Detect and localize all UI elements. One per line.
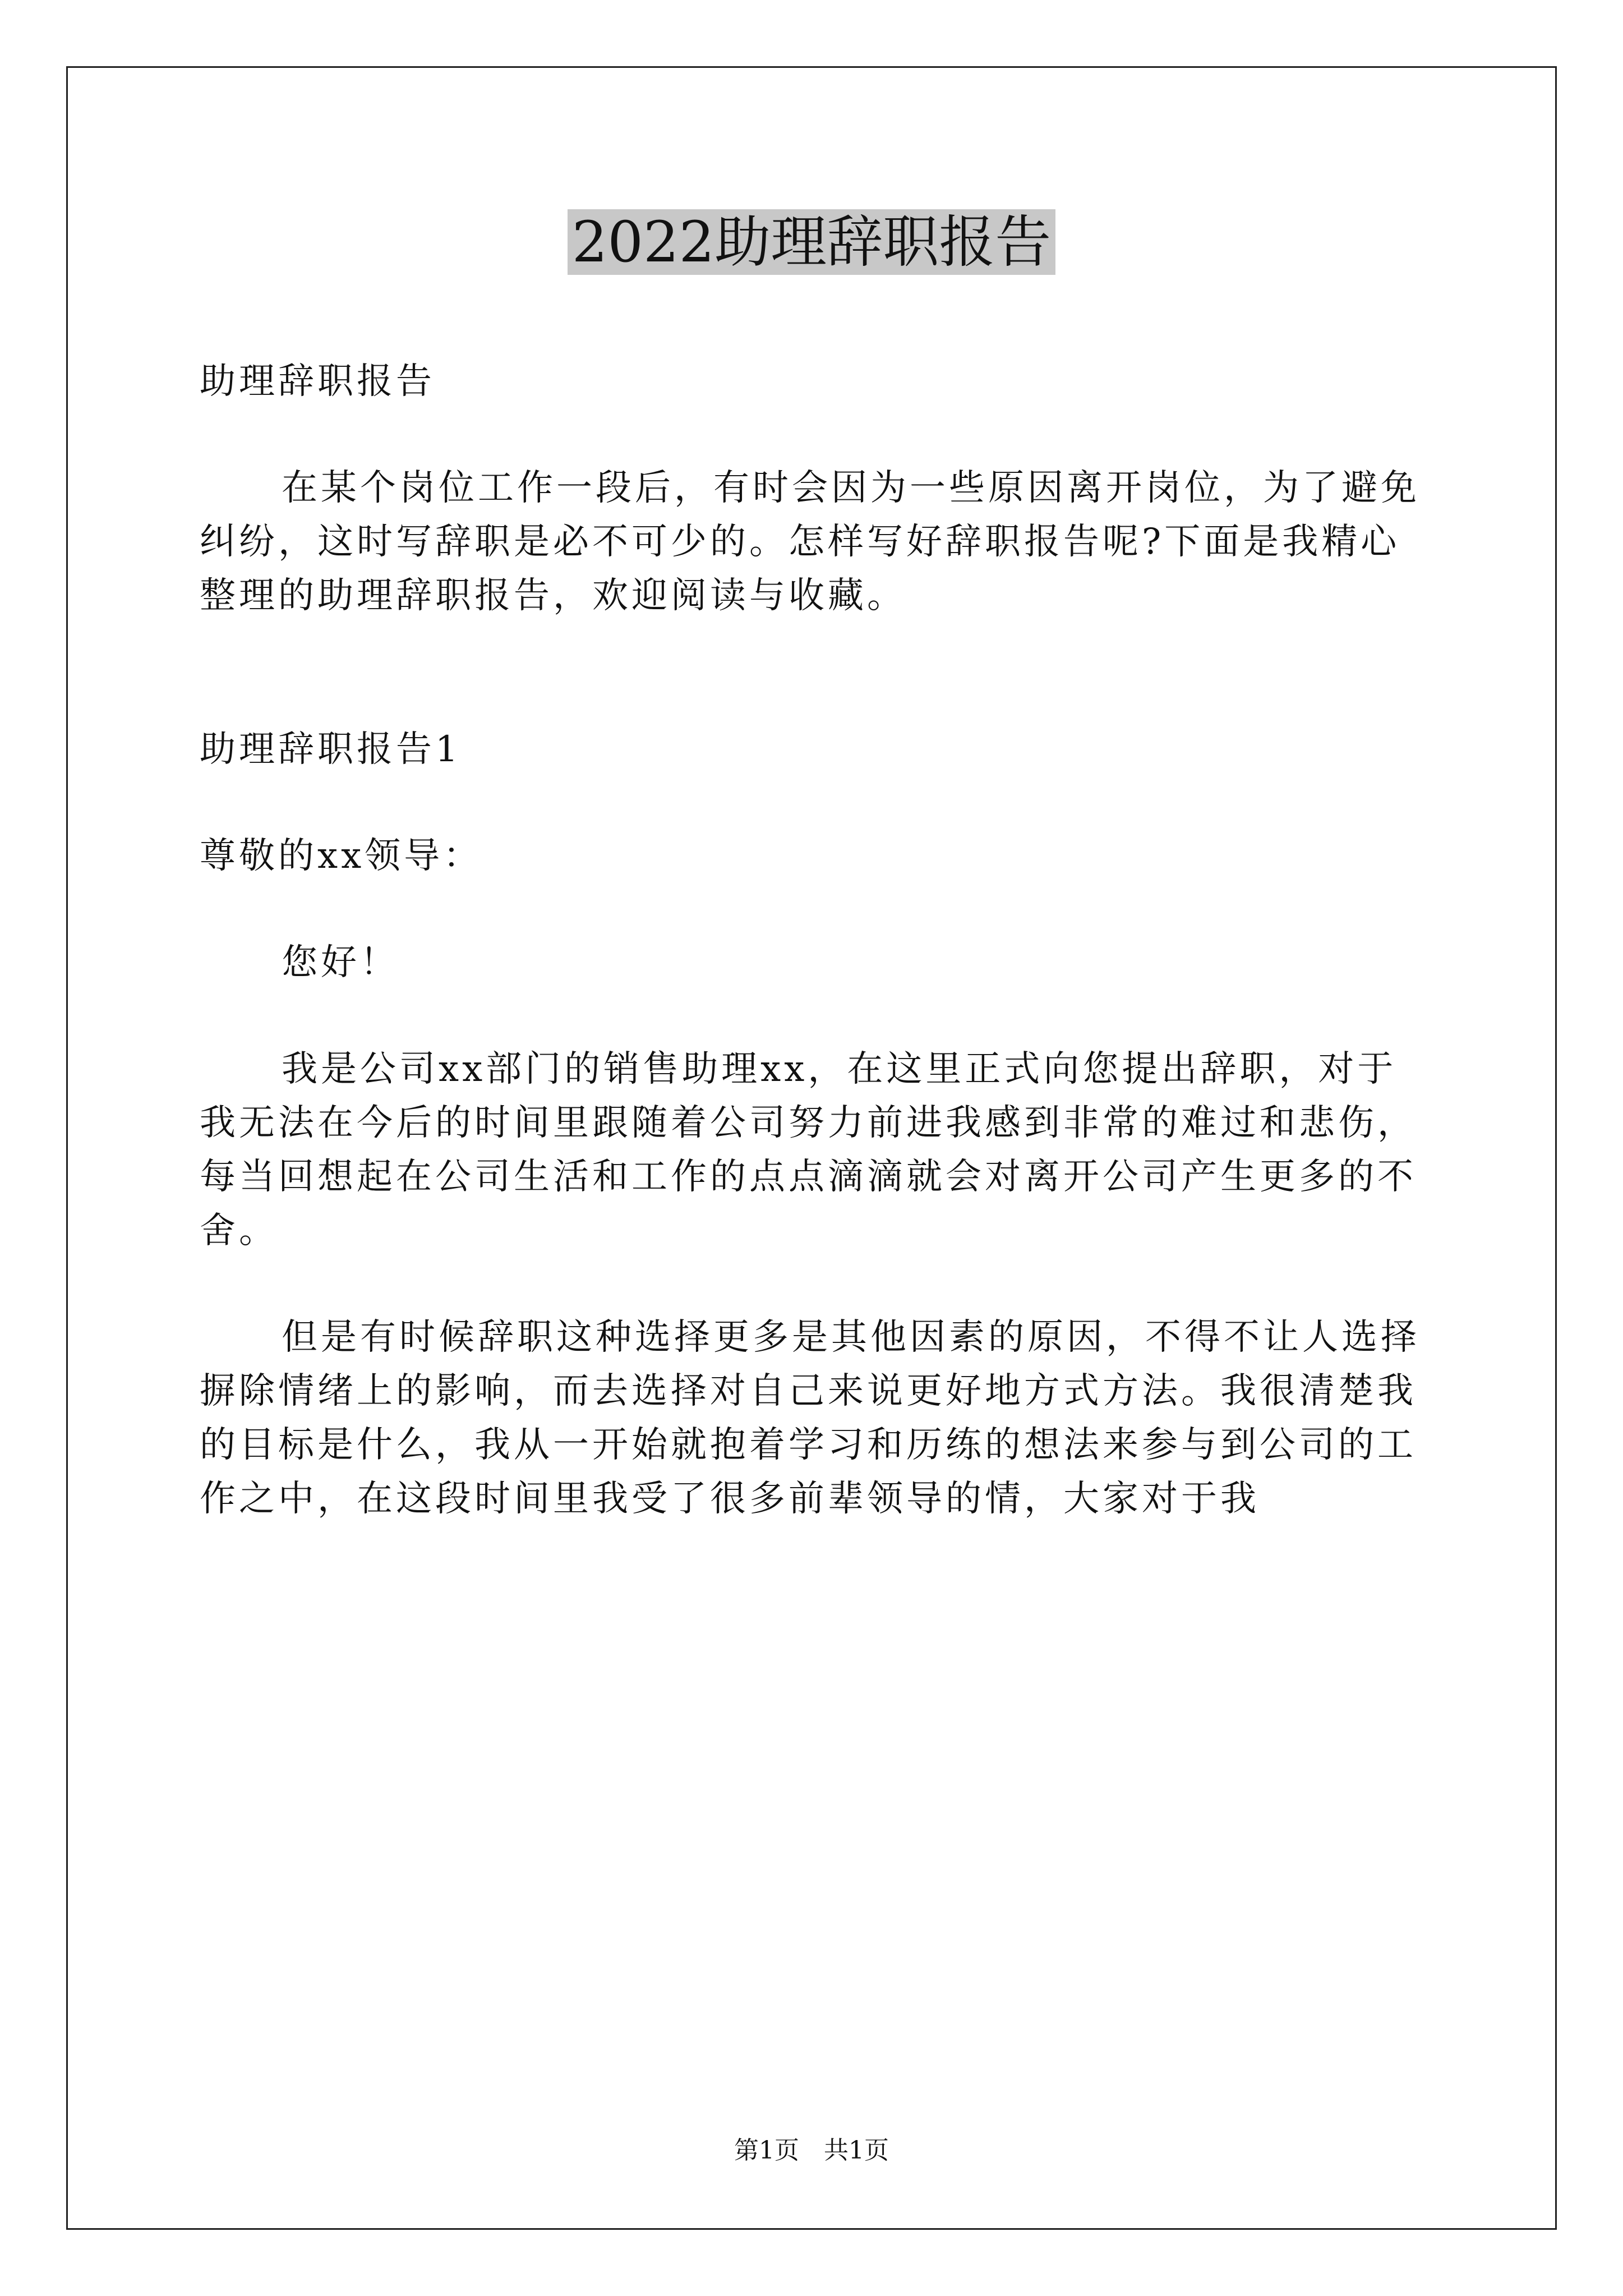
page-number-current: 第1页 — [734, 2136, 799, 2165]
document-title — [0, 203, 1623, 282]
section-heading: 助理辞职报告 — [200, 361, 435, 402]
letter-paragraph: 我是公司xx部门的销售助理xx，在这里正式向您提出辞职，对于我无法在今后的时间里跟随着公司努力前进我感到非常的难过和悲伤，每当回想起在公司生活和工作的点点滴滴就会对离开公司产生更多的不舍。 — [200, 1048, 1417, 1251]
page-number-total: 共1页 — [824, 2136, 889, 2165]
document-title-text: 2022助理辞职报告 — [568, 209, 1056, 275]
letter-heading: 助理辞职报告1 — [200, 729, 462, 770]
intro-paragraph: 在某个岗位工作一段后，有时会因为一些原因离开岗位，为了避免纠纷，这时写辞职是必不可少的。怎样写好辞职报告呢?下面是我精心整理的助理辞职报告，欢迎阅读与收藏。 — [200, 467, 1420, 616]
letter-greeting: 您好！ — [282, 942, 399, 983]
document-body — [200, 355, 1436, 1579]
page-footer — [0, 2135, 1623, 2166]
letter-paragraph: 但是有时候辞职这种选择更多是其他因素的原因，不得不让人选择摒除情绪上的影响，而去选择对自己来说更好地方式方法。我很清楚我的目标是什么，我从一开始就抱着学习和历练的想法来参与到公司的工作之中，在这段时间里我受了很多前辈领导的情，大家对于我 — [200, 1317, 1420, 1520]
letter-salutation: 尊敬的xx领导： — [200, 835, 483, 877]
